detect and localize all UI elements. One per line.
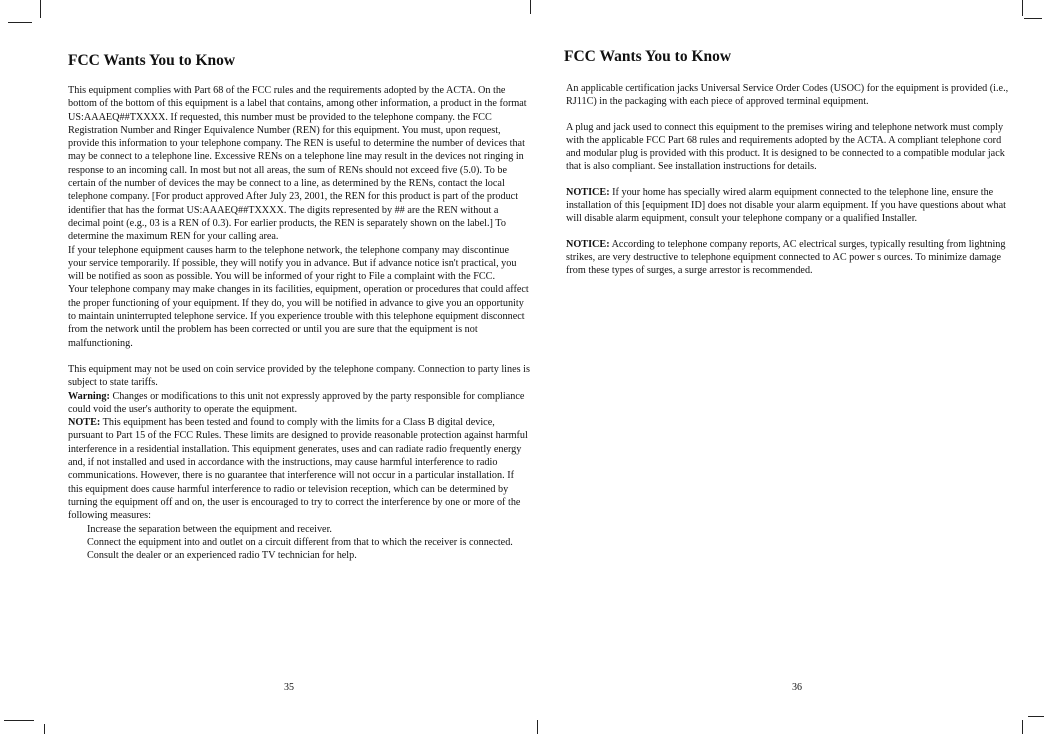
crop-mark xyxy=(1022,0,1023,16)
warning-paragraph xyxy=(68,390,530,417)
note-text: This equipment has been tested and found to comply with the limits for a Class B digital device, pursuant to Part 15 of the FCC Rules. These limits are designed to provide reasonable protection against harmful interference in a residential installation. This equipment generates, uses and can radiate radio frequently energy and, if not installed and used in accordance with the instructions, may cause harmful interference to radio communications. However, there is no guarantee that interference will not occur in a particular installation. If this equipment does cause harmful interference to radio or television reception, which can be determined by turning the equipment off and on, the user is encouraged to try to correct the interference by one or more of the following measures: xyxy=(68,417,528,522)
paragraph: If your telephone equipment causes harm to the telephone network, the telephone company may discontinue your service temporarily. If possible, they will notify you in advance. But if advance notice isn't practical, you will be notified as soon as possible. You will be informed of your right to File a complaint with the FCC. xyxy=(68,244,517,283)
page-title: FCC Wants You to Know xyxy=(564,48,732,65)
note-paragraph xyxy=(68,416,530,522)
paragraph: This equipment may not be used on coin service provided by the telephone company. Connection to party lines is subject to state tariffs. xyxy=(68,363,530,389)
crop-mark xyxy=(537,720,538,734)
crop-mark xyxy=(44,724,45,734)
crop-mark xyxy=(1024,18,1042,19)
page-number: 36 xyxy=(792,682,802,693)
notice-text: If your home has specially wired alarm equipment connected to the telephone line, ensure the installation of this [equipment ID] does not disable your alarm equipment. If you have questions about what will disable alarm equipment, consult your telephone company or a qualified Installer. xyxy=(566,186,1006,225)
page-body xyxy=(68,84,530,562)
crop-mark xyxy=(530,0,531,14)
notice-text: According to telephone company reports, AC electrical surges, typically resulting from lightning strikes, are very destructive to telephone equipment connected to AC power s ources. To minimize damage from these types of surges, a surge arrestor is recommended. xyxy=(566,238,1006,277)
measure-item: Consult the dealer or an experienced radio TV technician for help. xyxy=(87,550,357,562)
page-number: 35 xyxy=(284,682,294,693)
crop-mark xyxy=(40,0,41,18)
page-title: FCC Wants You to Know xyxy=(68,52,236,69)
paragraph: Your telephone company may make changes in its facilities, equipment, operation or procedures that could affect the proper functioning of your equipment. If they do, you will be notified in advance to give you an opportunity to maintain uninterrupted telephone service. If you experience trouble with this telephone equipment disconnect from the network until the problem has been corrected or until you are sure that the equipment is not malfunctioning. xyxy=(68,284,529,349)
page-body xyxy=(566,82,1011,278)
notice-paragraph xyxy=(566,186,1011,226)
crop-mark xyxy=(8,22,32,23)
measure-item: Increase the separation between the equipment and receiver. xyxy=(87,523,332,535)
notice-label: NOTICE: xyxy=(566,238,610,250)
warning-text: Changes or modifications to this unit not expressly approved by the party responsible for compliance could void the user's authority to operate the equipment. xyxy=(68,390,525,415)
crop-mark xyxy=(1028,716,1044,717)
note-label: NOTE: xyxy=(68,417,101,429)
paragraph: This equipment complies with Part 68 of the FCC rules and the requirements adopted by the ACTA. On the bottom of the bottom of this equipment is a label that contains, among other information, a product in the format US:AAAEQ##TXXXX. If requested, this number must be provided to the telephone company. the FCC Registration Number and Ringer Equivalence Number (REN) for this equipment. You must, upon request, provide this information to your telephone company. The REN is useful to determine the number of devices that may be connect to a telephone line. Excessive RENs on a telephone line may result in the devices not ringing in response to an incoming call. In most but not all areas, the sum of RENs should not exceed five (5.0). To be certain of the number of devices the may be connect to a line, as determined by the RENs, contact the local telephone company. [For product approved After July 23, 2001, the REN for this product is part of the product identifier that has the format US:AAAEQ##TXXXX. The digits represented by ## are the REN without a decimal point (e.g., 03 is a REN of 0.3). For earlier products, the REN is separately shown on the label.] To determine the maximum REN for your calling area. xyxy=(68,85,527,243)
paragraph: An applicable certification jacks Universal Service Order Codes (USOC) for the equipment is provided (i.e., RJ11C) in the packaging with each piece of approved terminal equipment. xyxy=(566,83,1009,108)
notice-paragraph xyxy=(566,238,1011,278)
warning-label: Warning: xyxy=(68,390,110,402)
crop-mark xyxy=(4,720,34,721)
notice-label: NOTICE: xyxy=(566,186,610,198)
crop-mark xyxy=(1022,720,1023,734)
measure-item: Connect the equipment into and outlet on a circuit different from that to which the receiver is connected. xyxy=(87,536,513,548)
paragraph: A plug and jack used to connect this equipment to the premises wiring and telephone network must comply with the applicable FCC Part 68 rules and requirements adopted by the ACTA. A compliant telephone cord and modular plug is provided with this product. It is designed to be connected to a compatible modular jack that is also compliant. See installation instructions for details. xyxy=(566,121,1005,173)
